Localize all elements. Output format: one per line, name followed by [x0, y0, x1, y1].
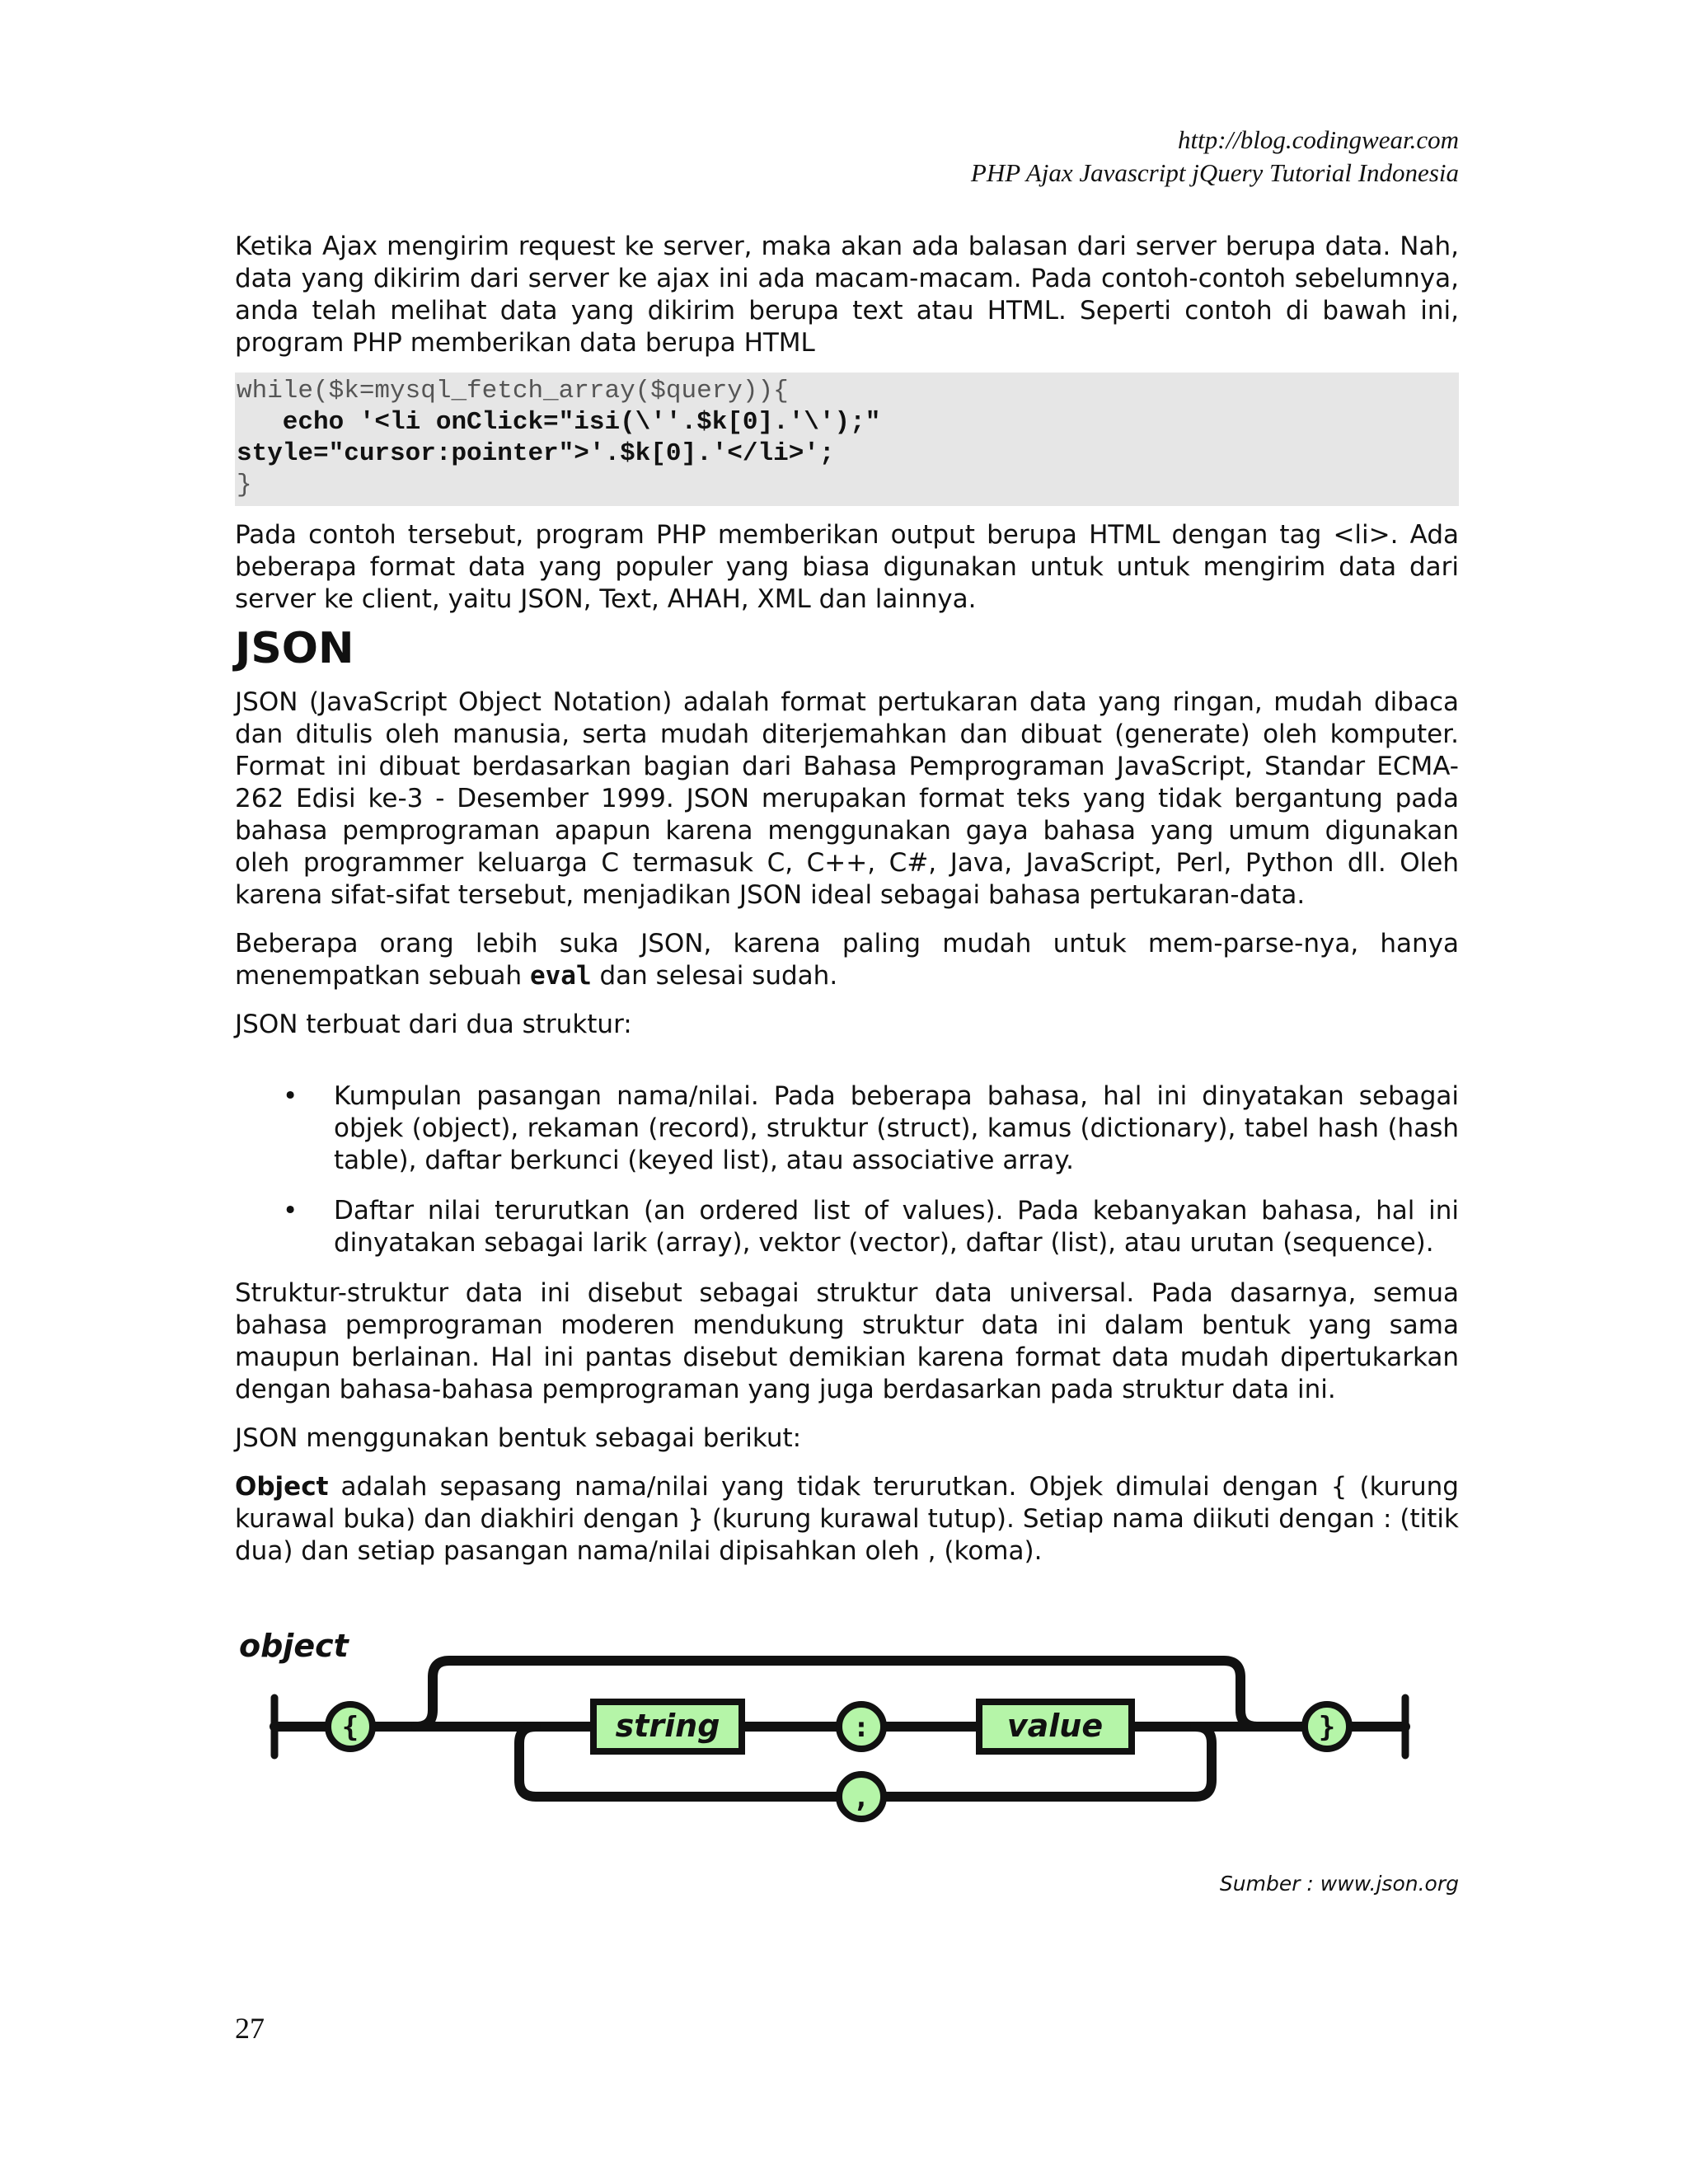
list-item [235, 1080, 1459, 1177]
bullet-icon: • [283, 1081, 298, 1111]
page-number: 27 [235, 2012, 265, 2045]
form-intro: JSON menggunakan bentuk sebagai berikut: [235, 1423, 802, 1453]
object-term: Object [235, 1472, 329, 1502]
header-url: http://blog.codingwear.com [1178, 125, 1459, 154]
after-code-paragraph: Pada contoh tersebut, program PHP memberikan output berupa HTML dengan tag <li>. Ada beberapa format data yang populer yang biasa digunakan untuk untuk mengirim data dari server ke client, yaitu JSON, Text, AHAH, XML dan lainnya. [235, 520, 1459, 614]
colon-label: : [852, 1711, 870, 1744]
code-block [235, 373, 1459, 506]
structure-list [235, 1080, 1459, 1259]
comma-label: , [852, 1781, 870, 1814]
code-line-4: } [237, 471, 252, 499]
eval-before: menempatkan sebuah [235, 961, 523, 991]
close-brace-label: } [1318, 1711, 1336, 1744]
open-brace-label: { [341, 1711, 359, 1744]
eval-code: eval [529, 961, 592, 991]
eval-paragraph [235, 928, 1459, 992]
object-paragraph [235, 1471, 1459, 1568]
list-item-text: Kumpulan pasangan nama/nilai. Pada beberapa bahasa, hal ini dinyatakan sebagai objek (object), rekaman (record), struktur (struct), kamus (dictionary), tabel hash (hash table), daftar berkunci (keyed list), atau associative array. [334, 1081, 1459, 1175]
diagram-title: object [239, 1628, 349, 1664]
code-line-3: style="cursor:pointer">'.$k[0].'</li>'; [237, 439, 835, 468]
object-syntax-diagram [235, 1619, 1459, 1858]
list-item-text: Daftar nilai terurutkan (an ordered list of values). Pada kebanyakan bahasa, hal ini dinyatakan sebagai larik (array), vektor (vector), daftar (list), atau urutan (sequence). [334, 1196, 1459, 1258]
bullet-icon: • [283, 1196, 298, 1226]
object-definition: adalah sepasang nama/nilai yang tidak terurutkan. Objek dimulai dengan { (kurung kurawal buka) dan diakhiri dengan } (kurung kurawal tutup). Setiap nama diikuti dengan : (titik dua) dan setiap pasangan nama/nilai dipisahkan oleh , (koma). [235, 1472, 1459, 1566]
string-label: string [615, 1708, 720, 1744]
header-subtitle: PHP Ajax Javascript jQuery Tutorial Indonesia [970, 158, 1459, 187]
structure-intro: JSON terbuat dari dua struktur: [235, 1010, 632, 1039]
json-definition-paragraph: JSON (JavaScript Object Notation) adalah format pertukaran data yang ringan, mudah dibaca dan ditulis oleh manusia, serta mudah diterjemahkan dan dibuat (generate) oleh komputer. Format ini dibuat berdasarkan bagian dari Bahasa Pemprograman JavaScript, Standar ECMA-262 Edisi ke-3 - Desember 1999. JSON merupakan format teks yang tidak bergantung pada bahasa pemprograman apapun karena menggunakan gaya bahasa yang umum digunakan oleh programmer keluarga C termasuk C, C++, C#, Java, JavaScript, Perl, Python dll. Oleh karena sifat-sifat tersebut, menjadikan JSON ideal sebagai bahasa pertukaran-data. [235, 687, 1459, 910]
code-line-1: while($k=mysql_fetch_array($query)){ [237, 377, 789, 405]
intro-paragraph: Ketika Ajax mengirim request ke server, maka akan ada balasan dari server berupa data. Nah, data yang dikirim dari server ke ajax ini ada macam-macam. Pada contoh-contoh sebelumnya, anda telah melihat data yang dikirim berupa text atau HTML. Seperti contoh di bawah ini, program PHP memberikan data berupa HTML [235, 232, 1459, 358]
page-header [971, 124, 1459, 190]
eval-after: dan selesai sudah. [591, 961, 838, 991]
page-content [235, 231, 1459, 1568]
code-line-2: echo '<li onClick="isi(\''.$k[0].'\');" [237, 408, 881, 437]
eval-line-1: Beberapa orang lebih suka JSON, karena paling mudah untuk mem-parse-nya, hanya [235, 929, 1459, 958]
universal-paragraph: Struktur-struktur data ini disebut sebagai struktur data universal. Pada dasarnya, semua bahasa pemprograman moderen mendukung struktur data ini dalam bentuk yang sama maupun berlainan. Hal ini pantas disebut demikian karena format data mudah dipertukarkan dengan bahasa-bahasa pemprograman yang juga berdasarkan pada struktur data ini. [235, 1278, 1459, 1404]
section-title-json: JSON [235, 624, 354, 673]
list-item [235, 1195, 1459, 1259]
value-label: value [1006, 1708, 1104, 1744]
figure-source: Sumber : www.json.org [1219, 1872, 1459, 1896]
